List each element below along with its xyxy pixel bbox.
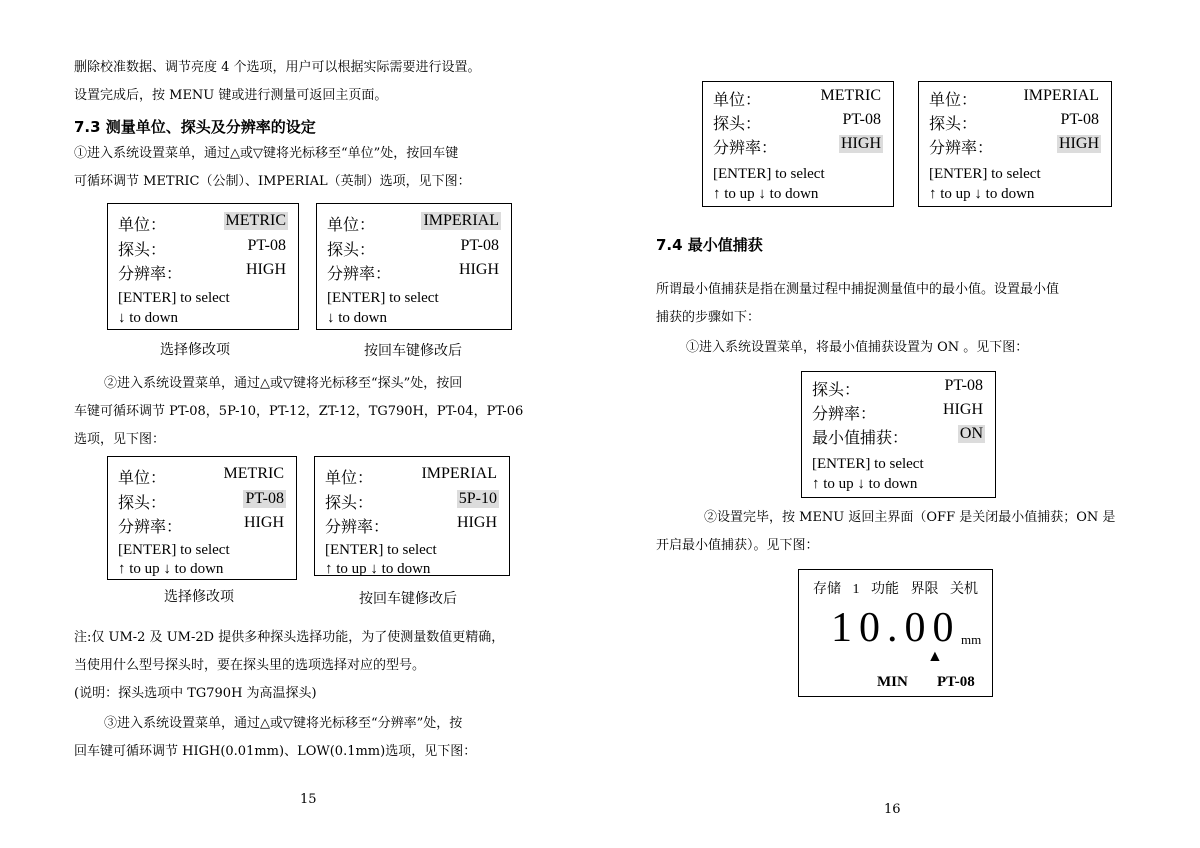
resolution-value: HIGH [943,401,983,418]
probe-value: PT-08 [245,490,284,507]
lcd-main-screen [798,569,993,697]
paragraph-line: ①进入系统设置菜单，将最小值捕获设置为 ON 。见下图： [686,340,1029,355]
paragraph-line: ①进入系统设置菜单，通过△或▽键将光标移至“单位”处，按回车键 [74,146,459,161]
lcd-screen-probe-changed [314,456,510,576]
page-number: 16 [884,802,901,817]
enter-hint: [ENTER] to select [327,290,439,306]
probe-value: 5P-10 [458,490,497,507]
note-line: (说明：探头选项中 TG790H 为高温探头) [74,686,317,701]
resolution-value: HIGH [244,514,284,531]
unit-value: METRIC [223,465,284,482]
unit-value: IMPERIAL [421,465,497,482]
probe-label: 探头： [929,116,978,133]
lcd-screen-resolution-select [702,81,894,207]
probe-label: 探头： [325,495,374,512]
lcd-screen-resolution-changed [918,81,1112,207]
nav-hint: ↑ to up ↓ to down [118,561,224,577]
probe-value: PT-08 [944,377,983,394]
min-capture-label: 最小值捕获： [812,430,909,447]
probe-value: PT-08 [247,237,286,254]
enter-hint: [ENTER] to select [713,166,825,182]
section-title-7-4: 7.4 最小值捕获 [656,236,763,254]
unit-label: 单位： [713,92,762,109]
paragraph-line: 选项，见下图： [74,432,166,447]
nav-hint: ↑ to up ↓ to down [929,186,1035,202]
resolution-label: 分辨率： [325,519,390,536]
nav-hint: ↑ to up ↓ to down [812,476,918,492]
resolution-label: 分辨率： [327,266,392,283]
enter-hint: [ENTER] to select [812,456,924,472]
resolution-label: 分辨率： [118,519,183,536]
paragraph-line: 车键可循环调节 PT-08，5P-10，PT-12，ZT-12，TG790H，PT-04，PT-06 [74,404,524,419]
probe-label: 探头： [713,116,762,133]
paragraph-line: 可循环调节 METRIC（公制）、IMPERIAL（英制）选项，见下图： [74,174,471,189]
figure-caption: 选择修改项 [164,589,234,605]
lcd-screen-probe-select [107,456,297,580]
paragraph-line: 设置完成后，按 MENU 键或进行测量可返回主页面。 [74,88,388,103]
note-line: 注:仅 UM-2 及 UM-2D 提供多种探头选择功能，为了使测量数值更精确， [74,630,505,645]
resolution-value: HIGH [841,135,881,152]
enter-hint: [ENTER] to select [118,542,230,558]
enter-hint: [ENTER] to select [325,542,437,558]
resolution-value: HIGH [457,514,497,531]
unit-indicator: mm [961,632,982,647]
resolution-label: 分辨率： [812,406,877,423]
resolution-value: HIGH [1059,135,1099,152]
unit-label: 单位： [118,217,167,234]
enter-hint: [ENTER] to select [929,166,1041,182]
thickness-reading: 10.00 [831,605,961,651]
figure-caption: 按回车键修改后 [364,343,462,359]
nav-hint: ↓ to down [327,310,387,326]
probe-label: 探头： [327,242,376,259]
resolution-label: 分辨率： [929,140,994,157]
probe-indicator: PT-08 [937,674,975,690]
probe-label: 探头： [118,495,167,512]
min-mode-indicator: MIN [877,674,908,690]
unit-value: METRIC [225,212,286,229]
unit-label: 单位： [929,92,978,109]
main-menu-bar: 存储 1 功能 界限 关机 [813,582,978,597]
figure-caption: 按回车键修改后 [359,591,457,607]
enter-hint: [ENTER] to select [118,290,230,306]
note-line: 当使用什么型号探头时，要在探头里的选项选择对应的型号。 [74,658,426,673]
section-title-7-3: 7.3 测量单位、探头及分辨率的设定 [74,118,316,136]
page-number: 15 [300,792,317,807]
probe-value: PT-08 [842,111,881,128]
figure-caption: 选择修改项 [160,342,230,358]
lcd-screen-min-capture [801,371,996,498]
resolution-value: HIGH [246,261,286,278]
unit-label: 单位： [327,217,376,234]
probe-value: PT-08 [1060,111,1099,128]
unit-label: 单位： [325,470,374,487]
lcd-screen-unit-select [107,203,299,330]
probe-label: 探头： [118,242,167,259]
paragraph-line: 删除校准数据、调节亮度 4 个选项，用户可以根据实际需要进行设置。 [74,60,481,75]
paragraph-line: ②设置完毕，按 MENU 返回主界面（OFF 是关闭最小值捕获；ON 是 [704,510,1116,525]
probe-label: 探头： [812,382,861,399]
nav-hint: ↑ to up ↓ to down [713,186,819,202]
paragraph-line: 捕获的步骤如下： [656,310,761,325]
paragraph-line: ③进入系统设置菜单，通过△或▽键将光标移至“分辨率”处，按 [104,716,463,731]
paragraph-line: 开启最小值捕获）。见下图： [656,538,819,553]
probe-value: PT-08 [460,237,499,254]
unit-label: 单位： [118,470,167,487]
resolution-value: HIGH [459,261,499,278]
nav-hint: ↓ to down [118,310,178,326]
min-capture-value: ON [959,425,983,442]
unit-value: METRIC [820,87,881,104]
unit-value: IMPERIAL [423,212,499,229]
resolution-label: 分辨率： [713,140,778,157]
resolution-label: 分辨率： [118,266,183,283]
paragraph-line: 所谓最小值捕获是指在测量过程中捕捉测量值中的最小值。设置最小值 [656,282,1060,297]
paragraph-line: 回车键可循环调节 HIGH(0.01mm)、LOW(0.1mm)选项，见下图： [74,744,477,759]
unit-value: IMPERIAL [1023,87,1099,104]
paragraph-line: ②进入系统设置菜单，通过△或▽键将光标移至“探头”处，按回 [104,376,463,391]
lcd-screen-unit-changed [316,203,512,330]
nav-hint: ↑ to up ↓ to down [325,561,431,576]
triangle-indicator-icon: ▲ [927,648,943,665]
